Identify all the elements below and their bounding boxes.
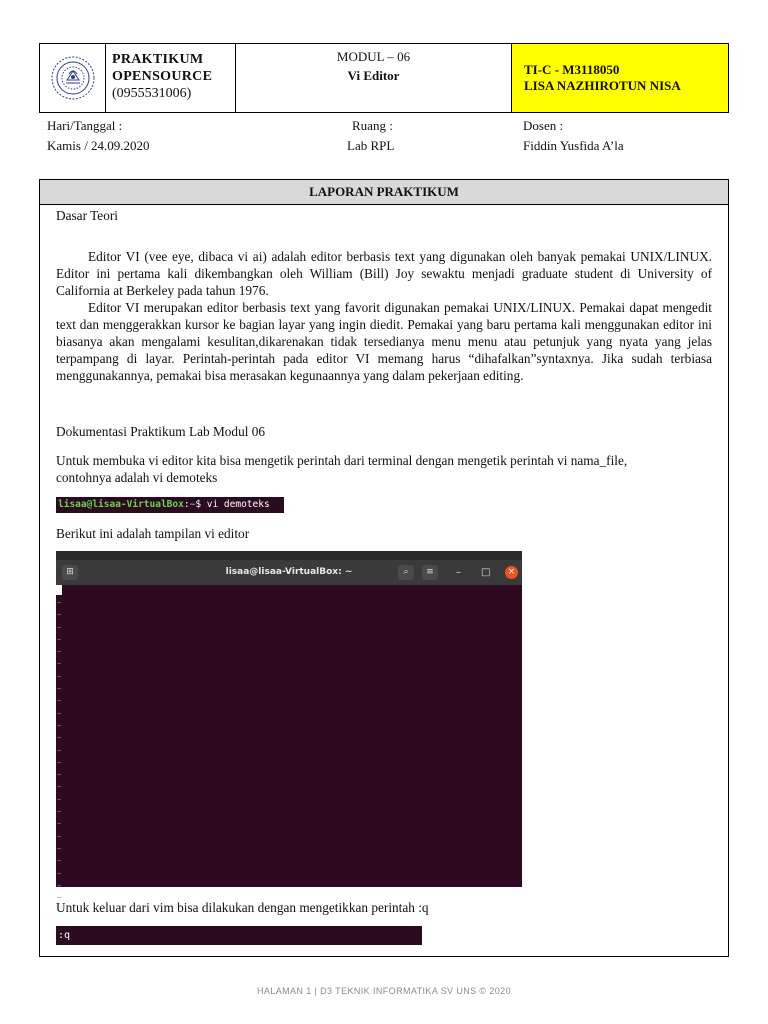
window-top-strip [56,551,522,560]
minimize-icon[interactable]: – [456,567,461,578]
quit-command-screenshot: :q [56,926,422,945]
room-label: Ruang : [352,118,393,133]
module-number: MODUL – 06 [336,49,411,64]
module-cell [236,44,512,112]
prompt-colon: : [183,499,190,510]
prompt-command: $ vi demoteks [195,499,270,510]
prompt-path: ~ [189,499,196,510]
open-instructions: Untuk membuka vi editor kita bisa mengetik perintah dari terminal dengan mengetik perintah vi nama_file, contohnya adalah vi demoteks [56,453,628,485]
terminal-command-screenshot [56,497,284,513]
page-footer: HALAMAN 1 | D3 TEKNIK INFORMATIKA SV UNS © 2020 [256,986,511,996]
logo-cell [40,44,106,112]
exit-instructions: Untuk keluar dari vim bisa dilakukan dengan mengetikkan perintah :q [56,900,429,915]
prompt-user: lisaa@lisaa-VirtualBox [58,499,184,510]
view-caption: Berikut ini adalah tampilan vi editor [56,526,250,541]
new-tab-icon[interactable]: ⊞ [62,565,78,580]
theory-paragraph-2: Editor VI merupakan editor berbasis text yang favorit digunakan pemakai UNIX/LINUX. Pemakai dapat mengedit text dan menggerakkan kursor ke bagian layar yang ingin diedit. Pemakai yang baru pertama kali menggunakan editor ini biasanya akan mengalami kesulitan,dikarenakan tidak tersedianya menu menu atau petunjuk yang nyata yang jelas terpampang di layar. Perintah-perintah pada editor VI memang harus “dihafalkan”syntaxnya. Jika sudah terbiasa menggunakannya, pemakai bisa merasakan kegunaannya yang dalam pekerjaan editing. [56,300,712,383]
lab-code: (0955531006) [112,86,192,101]
search-icon[interactable]: ⌕ [398,565,414,580]
lecturer-label: Dosen : [523,118,564,133]
theory-paragraph-1: Editor VI (vee eye, dibaca vi ai) adalah editor berbasis text yang digunakan oleh banyak pemakai UNIX/LINUX. Editor ini pertama kali dikembangkan oleh William (Bill) Joy sewaktu menjadi graduate student di University of California at Berkeley pada tahun 1976. [56,249,712,298]
day-value: Kamis / 24.09.2020 [47,138,150,153]
student-name: LISA NAZHIROTUN NISA [524,78,681,93]
lecturer-value: Fiddin Yusfida A’la [523,138,624,153]
header-table [39,43,729,113]
lab-title-line-1: PRAKTIKUM [112,52,204,67]
university-logo-icon [40,44,106,112]
room-value: Lab RPL [347,138,395,153]
day-label: Hari/Tanggal : [47,118,123,133]
maximize-icon[interactable]: □ [481,567,491,578]
student-class-nim: TI-C - M3118050 [524,62,620,77]
documentation-title: Dokumentasi Praktikum Lab Modul 06 [56,424,266,439]
theory-title: Dasar Teori [56,208,118,223]
window-title: lisaa@lisaa-VirtualBox: ~ [225,567,353,577]
vi-empty-line-markers: ~ ~ ~ ~ ~ ~ ~ ~ ~ ~ ~ ~ ~ ~ ~ ~ ~ ~ ~ ~ ~ ~ ~ ~ ~ [57,599,62,903]
menu-icon[interactable]: ≡ [422,565,438,580]
vi-cursor [56,585,62,595]
lab-title-line-2: OPENSOURCE [112,69,213,84]
student-id-cell [512,44,728,112]
lab-name-cell [106,44,236,112]
module-title: Vi Editor [347,68,400,83]
window-titlebar [56,560,522,585]
close-icon[interactable]: × [505,566,518,579]
vi-editor-window [56,551,522,903]
report-heading: LAPORAN PRAKTIKUM [40,180,728,205]
